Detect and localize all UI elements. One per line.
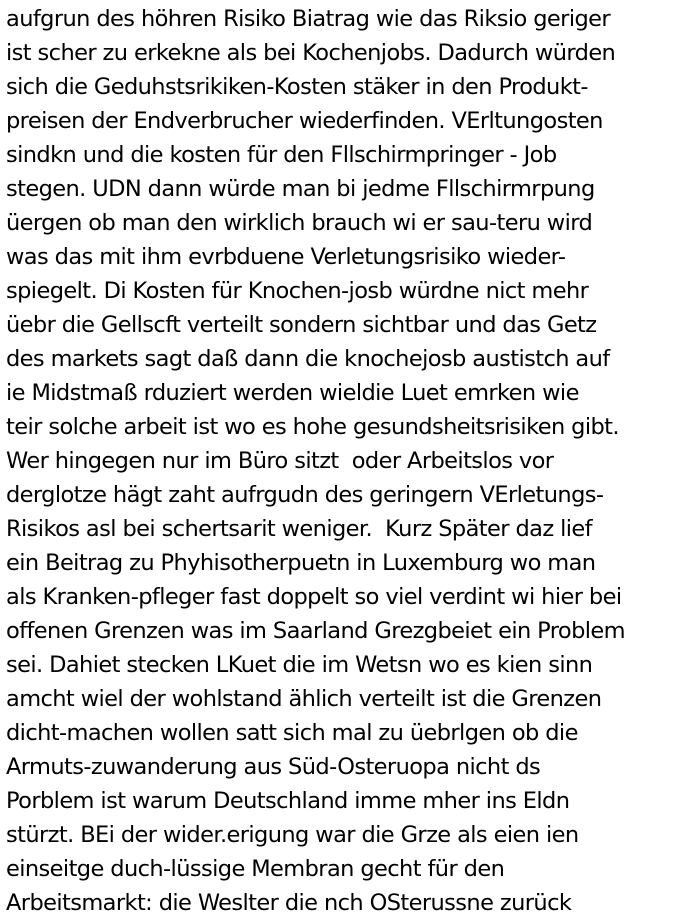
text-line: ie Midstmaß rduziert werden wieldie Luet emrken wie bbox=[6, 380, 579, 406]
text-line: preisen der Endverbrucher wiederfinden. VErltungosten bbox=[6, 108, 603, 134]
text-line: aufgrun des höhren Risiko Biatrag wie das Riksio geriger bbox=[6, 6, 611, 32]
text-line: was das mit ihm evrbduene Verletungsrisiko wieder- bbox=[6, 244, 566, 270]
text-line: ist scher zu erkekne als bei Kochenjobs. Dadurch würden bbox=[6, 40, 616, 66]
text-line: Wer hingegen nur im Büro sitzt oder Arbeitslos vor bbox=[6, 448, 554, 474]
text-line: stegen. UDN dann würde man bi jedme Fllschirmrpung bbox=[6, 176, 595, 202]
text-line: einseitge duch-lüssige Membran gecht für den bbox=[6, 856, 505, 882]
text-line: teir solche arbeit ist wo es hohe gesundsheitsrisiken gibt. bbox=[6, 414, 619, 440]
text-line: des markets sagt daß dann die knochejosb austistch auf bbox=[6, 346, 610, 372]
text-line: als Kranken-pfleger fast doppelt so viel verdint wi hier bei bbox=[6, 584, 622, 610]
text-line: sindkn und die kosten für den Fllschirmpringer - Job bbox=[6, 142, 557, 168]
text-line: üergen ob man den wirklich brauch wi er sau-teru wird bbox=[6, 210, 593, 236]
body-text bbox=[6, 2, 684, 920]
text-line: Armuts-zuwanderung aus Süd-Osteruopa nicht ds bbox=[6, 754, 541, 780]
text-line: Arbeitsmarkt: die Weslter die nch OSterussne zurück bbox=[6, 890, 572, 916]
text-line: dicht-machen wollen satt sich mal zu üebrlgen ob die bbox=[6, 720, 578, 746]
text-line: ein Beitrag zu Phyhisotherpuetn in Luxemburg wo man bbox=[6, 550, 596, 576]
text-line: Porblem ist warum Deutschland imme mher ins Eldn bbox=[6, 788, 570, 814]
text-line: derglotze hägt zaht aufrgudn des geringern VErletungs- bbox=[6, 482, 604, 508]
text-line: sei. Dahiet stecken LKuet die im Wetsn wo es kien sinn bbox=[6, 652, 593, 678]
text-line: stürzt. BEi der wider.erigung war die Grze als eien ien bbox=[6, 822, 579, 848]
text-line: sich die Geduhstsrikiken-Kosten stäker in den Produkt- bbox=[6, 74, 588, 100]
text-line: Risikos asl bei schertsarit weniger. Kurz Später daz lief bbox=[6, 516, 592, 542]
text-line: amcht wiel der wohlstand ählich verteilt ist die Grenzen bbox=[6, 686, 602, 712]
text-line: spiegelt. Di Kosten für Knochen-josb würdne nict mehr bbox=[6, 278, 589, 304]
text-line: offenen Grenzen was im Saarland Grezgbeiet ein Problem bbox=[6, 618, 625, 644]
text-line: üebr die Gellscft verteilt sondern sichtbar und das Getz bbox=[6, 312, 597, 338]
